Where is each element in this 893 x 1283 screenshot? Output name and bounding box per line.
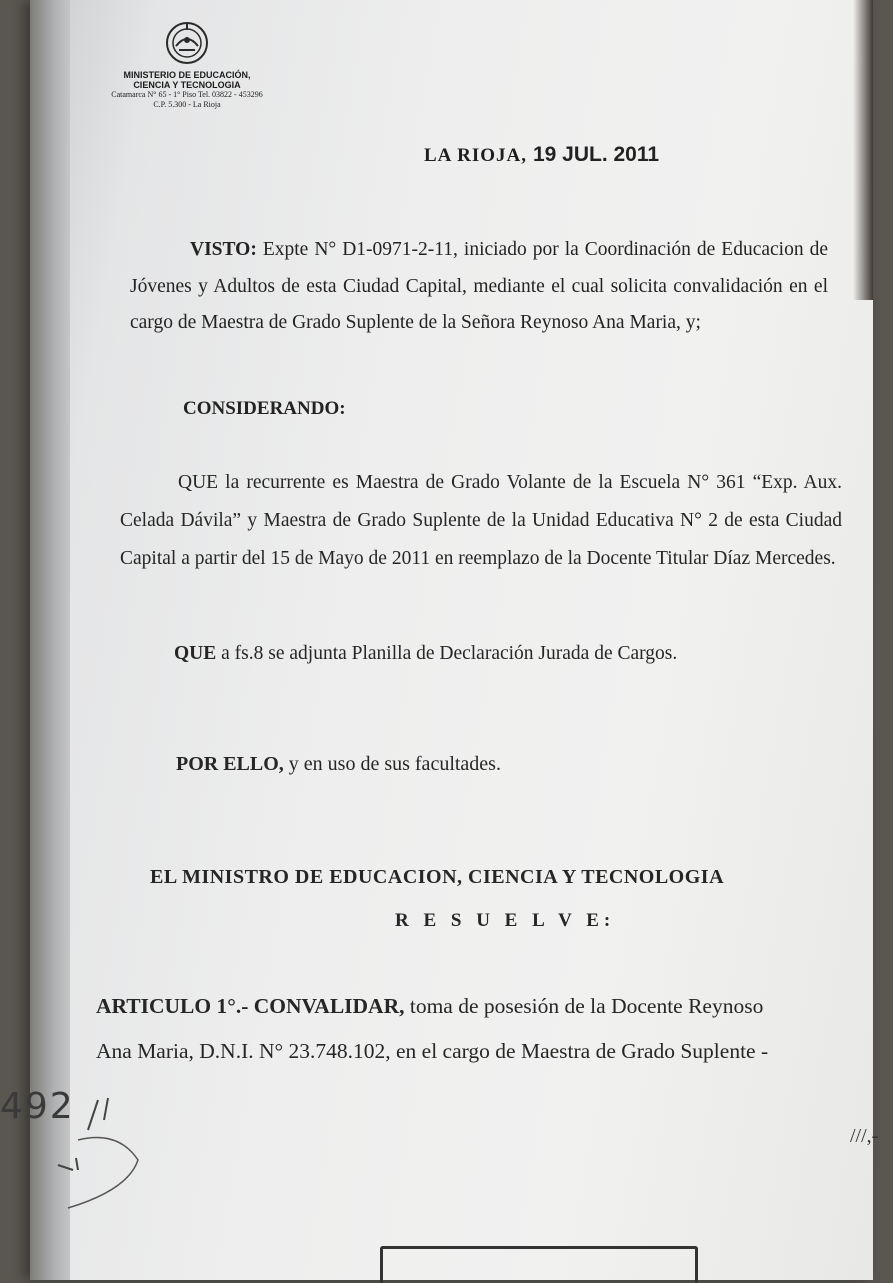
por-ello-label: POR ELLO, xyxy=(176,753,284,775)
articulo-label: ARTICULO 1°.- CONVALIDAR, xyxy=(96,994,405,1018)
handwritten-number: 492 xyxy=(0,1086,75,1127)
date-place: LA RIOJA, xyxy=(424,145,527,166)
articulo-line1: toma de posesión de la Docente Reynoso xyxy=(404,994,764,1018)
visto-text: Expte N° D1-0971-2-11, iniciado por la Coordinación de Educacion de Jóvenes y Adultos de esta Ciudad Capital, mediante el cual solicita convalidación en el cargo de Maestra de Grado Suplente de la Señora Reynoso Ana Maria, y; xyxy=(130,239,828,333)
por-ello-paragraph xyxy=(176,753,501,776)
background-shadow xyxy=(853,0,873,300)
ministry-name-line2: CIENCIA Y TECNOLOGIA xyxy=(133,80,241,90)
letterhead xyxy=(62,20,312,110)
document-page xyxy=(30,0,873,1280)
ministry-name-line1: MINISTERIO DE EDUCACIÓN, xyxy=(123,70,251,80)
seal-icon xyxy=(164,20,210,66)
que-paragraph-1 xyxy=(120,464,842,578)
que2-text: a fs.8 se adjunta Planilla de Declaración Jurada de Cargos. xyxy=(216,643,678,664)
visto-label: VISTO: xyxy=(190,239,257,260)
por-ello-text: y en uso de sus facultades. xyxy=(283,753,501,775)
resuelve-heading: R E S U E L V E: xyxy=(395,910,616,931)
articulo-1 xyxy=(96,984,886,1074)
document-date xyxy=(424,143,659,167)
que-paragraph-2 xyxy=(174,643,677,665)
handwritten-scribble xyxy=(18,1090,158,1220)
ministry-postal: C.P. 5.300 - La Rioja xyxy=(153,100,221,109)
articulo-line2: Ana Maria, D.N.I. N° 23.748.102, en el cargo de Maestra de Grado Suplente - xyxy=(96,1039,769,1063)
date-stamp: 19 JUL. 2011 xyxy=(532,143,660,166)
que1-text: QUE la recurrente es Maestra de Grado Volante de la Escuela N° 361 “Exp. Aux. Celada Dávila” y Maestra de Grado Suplente de la Unidad Educativa N° 2 de esta Ciudad Capital a partir del 15 de Mayo de 2011 en reemplazo de la Docente Titular Díaz Mercedes. xyxy=(120,472,842,569)
ministry-address: Catamarca N° 65 - 1° Piso Tel. 03822 - 453296 xyxy=(111,90,263,99)
visto-paragraph xyxy=(130,232,828,342)
minister-title: EL MINISTRO DE EDUCACION, CIENCIA Y TECNOLOGIA xyxy=(150,866,725,888)
considerando-heading: CONSIDERANDO: xyxy=(183,398,346,419)
que2-label: QUE xyxy=(174,643,217,664)
continuation-mark: ///,- xyxy=(850,1125,879,1147)
stamp-box-edge xyxy=(380,1246,698,1283)
